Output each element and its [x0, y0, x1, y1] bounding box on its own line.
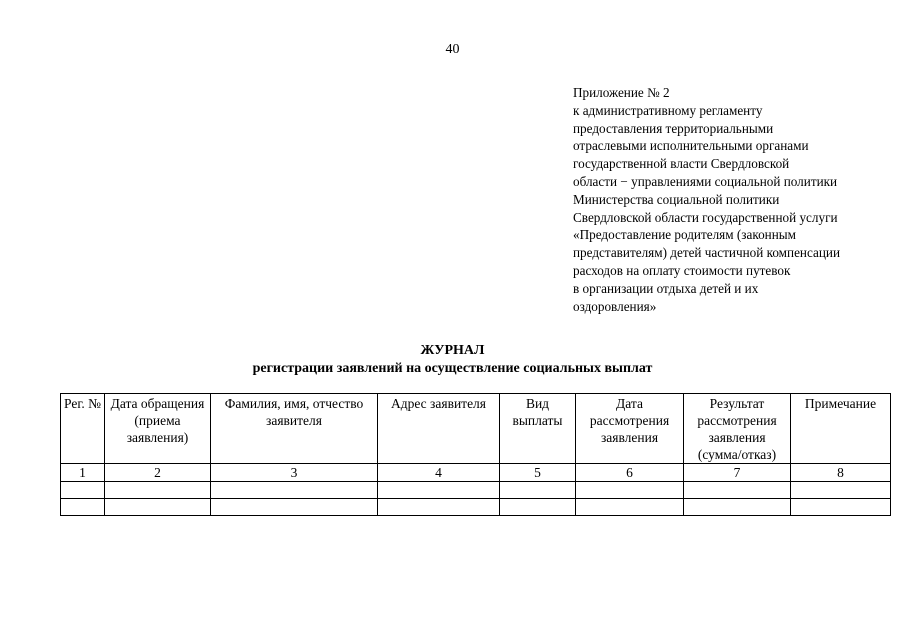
column-number: 1 [61, 464, 105, 482]
page-number: 40 [445, 42, 460, 57]
empty-cell [378, 499, 500, 516]
empty-cell [500, 482, 576, 499]
appendix-line: в организации отдыха детей и их [573, 280, 759, 296]
journal-subtitle: регистрации заявлений на осуществление социальных выплат [252, 361, 653, 376]
empty-cell [61, 499, 105, 516]
appendix-line: Приложение № 2 [573, 85, 670, 100]
appendix-line: «Предоставление родителям (законным [573, 227, 796, 243]
appendix-line: расходов на оплату стоимости путевок [573, 262, 791, 278]
journal-table [60, 393, 891, 516]
column-header-applicant-address: Адрес заявителя [378, 394, 500, 464]
empty-cell [684, 482, 791, 499]
empty-cell [61, 482, 105, 499]
appendix-line: представителям) детей частичной компенсации [573, 245, 841, 261]
appendix-line: области − управлениями социальной политики [573, 173, 838, 189]
column-header-note: Примечание [791, 394, 891, 464]
empty-cell [576, 482, 684, 499]
column-number: 7 [684, 464, 791, 482]
column-number: 2 [105, 464, 211, 482]
column-number: 5 [500, 464, 576, 482]
table-header-row [61, 394, 891, 464]
column-number: 3 [211, 464, 378, 482]
appendix-line: государственной власти Свердловской [573, 156, 790, 172]
appendix-block [573, 84, 893, 315]
appendix-line: отраслевыми исполнительными органами [573, 138, 809, 154]
column-header-reg-number: Рег. № [61, 394, 105, 464]
column-number: 6 [576, 464, 684, 482]
column-header-review-date: Дата рассмотрения заявления [576, 394, 684, 464]
empty-cell [211, 482, 378, 499]
empty-cell [684, 499, 791, 516]
empty-cell [105, 499, 211, 516]
column-header-request-date: Дата обращения (приема заявления) [105, 394, 211, 464]
empty-cell [791, 499, 891, 516]
column-number: 4 [378, 464, 500, 482]
empty-table-row [61, 482, 891, 499]
column-header-payment-type: Вид выплаты [500, 394, 576, 464]
empty-cell [576, 499, 684, 516]
column-number: 8 [791, 464, 891, 482]
column-header-applicant-name: Фамилия, имя, отчество заявителя [211, 394, 378, 464]
empty-cell [105, 482, 211, 499]
appendix-line: к административному регламенту [573, 102, 763, 118]
column-number-row [61, 464, 891, 482]
empty-cell [500, 499, 576, 516]
column-header-review-result: Результат рассмотрения заявления (сумма/отказ) [684, 394, 791, 464]
empty-cell [378, 482, 500, 499]
appendix-line: Министерства социальной политики [573, 191, 780, 207]
appendix-line: оздоровления» [573, 298, 657, 314]
appendix-line: предоставления территориальными [573, 120, 774, 136]
empty-cell [791, 482, 891, 499]
journal-title: ЖУРНАЛ [420, 343, 485, 358]
empty-cell [211, 499, 378, 516]
empty-table-row [61, 499, 891, 516]
appendix-line: Свердловской области государственной услуги [573, 209, 838, 225]
